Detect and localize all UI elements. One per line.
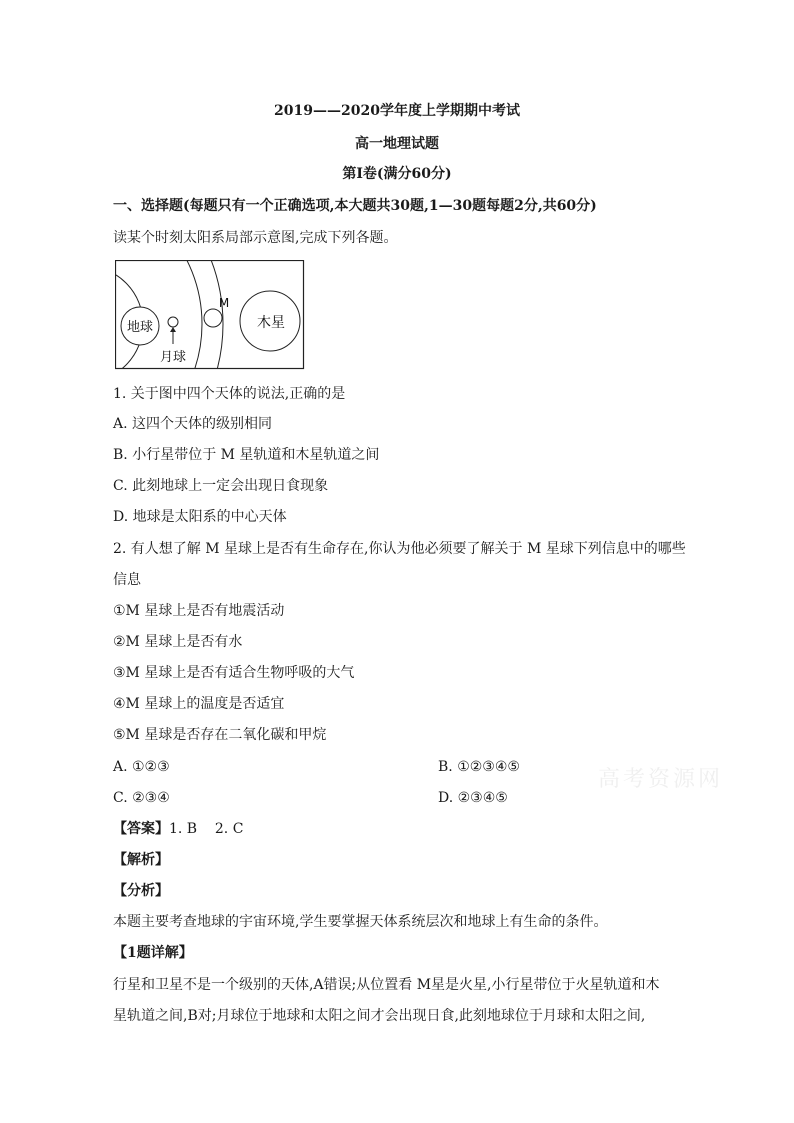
m-label: M: [218, 296, 230, 310]
answer-line: [113, 819, 243, 839]
detail-line-2: 星轨道之间,B对;月球位于地球和太阳之间才会出现日食,此刻地球位于月球和太阳之间,: [113, 1008, 646, 1024]
q2-option-c: C. ②③④: [113, 790, 170, 806]
q2-item-5: ⑤M 星球是否存在二氧化碳和甲烷: [113, 727, 327, 743]
jupiter-label: 木星: [257, 315, 285, 331]
q2-item-2: ②M 星球上是否有水: [113, 634, 243, 650]
detail-label: 【1题详解】: [113, 945, 193, 961]
section-title: 一、选择题(每题只有一个正确选项,本大题共30题,1—30题每题2分,共60分): [113, 198, 597, 214]
q2-option-d: D. ②③④⑤: [438, 790, 508, 806]
q2-item-3: ③M 星球上是否有适合生物呼吸的大气: [113, 665, 355, 681]
analysis-label: 【解析】: [113, 852, 169, 868]
detail-line-1: 行星和卫星不是一个级别的天体,A错误;从位置看 M星是火星,小行星带位于火星轨道和木: [113, 977, 660, 993]
fenxi-text: 本题主要考查地球的宇宙环境,学生要掌握天体系统层次和地球上有生命的条件。: [113, 914, 608, 930]
subject-title: 高一地理试题: [355, 136, 439, 152]
q2-item-1: ①M 星球上是否有地震活动: [113, 603, 285, 619]
solar-system-figure: [115, 260, 305, 370]
fenxi-label: 【分析】: [113, 883, 169, 899]
answer-text: 1. B 2. C: [169, 821, 244, 837]
m-planet-circle: [204, 309, 222, 327]
q1-option-b: B. 小行星带位于 M 星轨道和木星轨道之间: [113, 447, 380, 463]
q2-stem-line2: 信息: [113, 572, 141, 588]
exam-title: 2019——2020学年度上学期期中考试: [274, 103, 520, 119]
intro-text: 读某个时刻太阳系局部示意图,完成下列各题。: [113, 230, 398, 246]
volume-title: 第Ⅰ卷(满分60分): [342, 166, 452, 182]
answer-label: 【答案】: [113, 821, 169, 837]
q2-stem-line1: 2. 有人想了解 M 星球上是否有生命存在,你认为他必须要了解关于 M 星球下列信息中的哪些: [113, 541, 686, 557]
earth-label: 地球: [126, 320, 154, 335]
watermark: 高考资源网: [598, 767, 724, 792]
q2-option-a: A. ①②③: [113, 759, 170, 775]
q1-option-d: D. 地球是太阳系的中心天体: [113, 509, 287, 525]
q2-option-b: B. ①②③④⑤: [438, 759, 520, 775]
moon-label: 月球: [159, 350, 187, 365]
q1-option-c: C. 此刻地球上一定会出现日食现象: [113, 478, 329, 494]
q1-stem: 1. 关于图中四个天体的说法,正确的是: [113, 386, 346, 402]
q1-option-a: A. 这四个天体的级别相同: [113, 416, 273, 432]
moon-circle: [168, 317, 178, 327]
q2-item-4: ④M 星球上的温度是否适宜: [113, 696, 285, 712]
